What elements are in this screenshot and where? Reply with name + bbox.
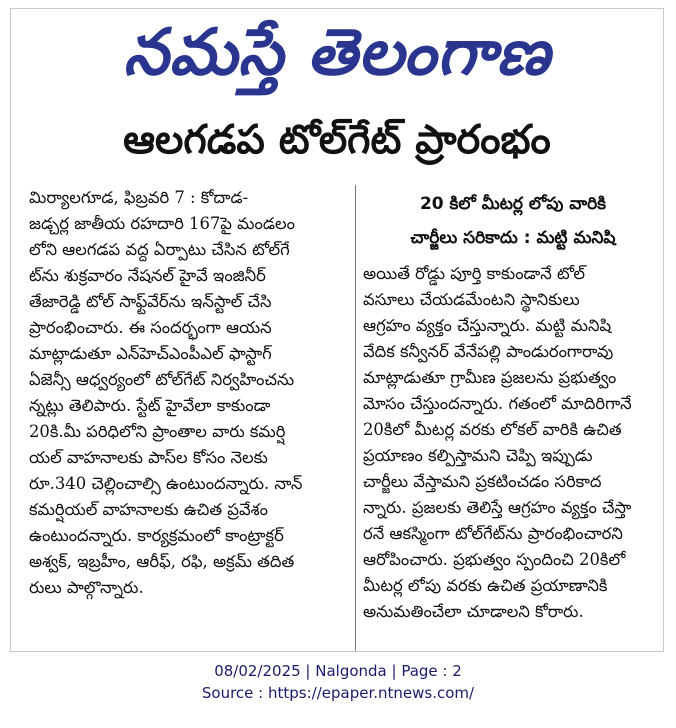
body-line: ప్రారంభించారు. ఈ సందర్భంగా ఆయన <box>29 318 272 337</box>
body-line: 20కిలో మీటర్ల వరకు లోకల్ వారికి ఉచిత <box>363 420 622 439</box>
body-line: మిర్యాలగూడ, ఫిబ్రవరి 7 : కోదాడ- <box>29 188 249 207</box>
article-headline: ఆలగడప టోల్‌గేట్ ప్రారంభం <box>123 117 551 163</box>
masthead-title: నమస్తే తెలంగాణ <box>123 16 551 90</box>
body-line: ఉంటుందన్నారు. కార్యక్రమంలో కాంట్రాక్టర్ <box>29 526 284 545</box>
body-line: తేజారెడ్డి టోల్ సాఫ్ట్‌వేర్‌ను ఇన్‌స్టాల్ చేసి <box>29 292 272 311</box>
sub-headline <box>363 187 663 259</box>
body-line: ఏజెన్సీ ఆధ్వర్యంలో టోల్‌గేట్ నిర్వహించను <box>29 370 295 389</box>
body-line: రూ.340 చెల్లించాల్సి ఉంటుందన్నారు. నాన్ <box>29 474 303 493</box>
body-line: ఆరోపించారు. ప్రభుత్వం స్పందించి 20కిలో <box>363 550 626 569</box>
source-footer <box>0 660 676 704</box>
body-line: 20కి.మీ పరిధిలోని ప్రాంతాల వారు కమర్షి <box>29 422 286 441</box>
right-column <box>363 261 663 653</box>
body-line: ట్‌ను శుక్రవారం నేషనల్ హైవే ఇంజినీర్ <box>29 266 266 285</box>
body-line: మోసం చేస్తుందన్నారు. గతంలో మాదిరిగానే <box>363 394 632 413</box>
left-column <box>29 185 349 635</box>
body-line: మాట్లాడుతూ ఎన్‌హెచ్‌ఎంపీఎల్ ఫాస్టాగ్ <box>29 344 272 363</box>
body-line: చార్జీలు వేస్తామని ప్రకటించడం సరికాద <box>363 472 602 491</box>
sub-headline-line: చార్జీలు సరికాదు : మట్టి మనిషి <box>410 228 616 248</box>
body-line: వసూలు చేయడమేంటని స్థానికులు <box>363 290 580 309</box>
body-line: రనే ఆకస్మింగా టోల్‌గేట్‌ను ప్రారంభించారని <box>363 524 623 543</box>
body-line: మాట్లాడుతూ గ్రామీణ ప్రజలను ప్రభుత్వం <box>363 368 617 387</box>
footer-date-line: 08/02/2025 | Nalgonda | Page : 2 <box>214 662 462 680</box>
body-line: వేదిక కన్వీనర్ వేనేపల్లి పాండురంగారావు <box>363 342 614 361</box>
body-line: జడ్చర్ల జాతీయ రహదారి 167పై మండలం <box>29 214 295 233</box>
body-line: కమర్షియల్ వాహనాలకు ఉచిత ప్రవేశం <box>29 500 268 519</box>
clipping-frame <box>10 8 664 652</box>
column-divider <box>355 185 356 651</box>
body-line: మీటర్ల లోపు వరకు ఉచిత ప్రయాణానికి <box>363 576 608 595</box>
masthead-logo <box>11 11 663 95</box>
body-line: లోని ఆలగడప వద్ద ఏర్పాటు చేసిన టోల్‌గే <box>29 240 290 259</box>
sub-headline-line: 20 కిలో మీటర్ల లోపు వారికి <box>419 194 607 214</box>
body-line: అశ్వక్, ఇబ్రహీం, ఆరీఫ్, రఫి, అక్రమ్ తదిత <box>29 552 295 571</box>
footer-source-line: Source : https://epaper.ntnews.com/ <box>201 684 475 702</box>
body-line: ప్రయాణం కల్పిస్తామని చెప్పి ఇప్పుడు <box>363 446 593 465</box>
body-line: రులు పాల్గొన్నారు. <box>29 578 144 597</box>
body-line: యల్ వాహనాలకు పాస్‌ల కోసం నెలకు <box>29 448 268 467</box>
body-line: అయితే రోడ్డు పూర్తి కాకుండానే టోల్ <box>363 264 586 283</box>
body-line: అనుమతించేలా చూడాలని కోరారు. <box>363 602 584 621</box>
body-line: న్నట్లు తెలిపారు. స్టేట్ హైవేలా కాకుండా <box>29 396 271 415</box>
body-line: న్నారు. ప్రజలకు తెలిస్తే ఆగ్రహం వ్యక్తం చేస్తా <box>363 498 632 517</box>
body-line: ఆగ్రహం వ్యక్తం చేస్తున్నారు. మట్టి మనిషి <box>363 316 612 335</box>
